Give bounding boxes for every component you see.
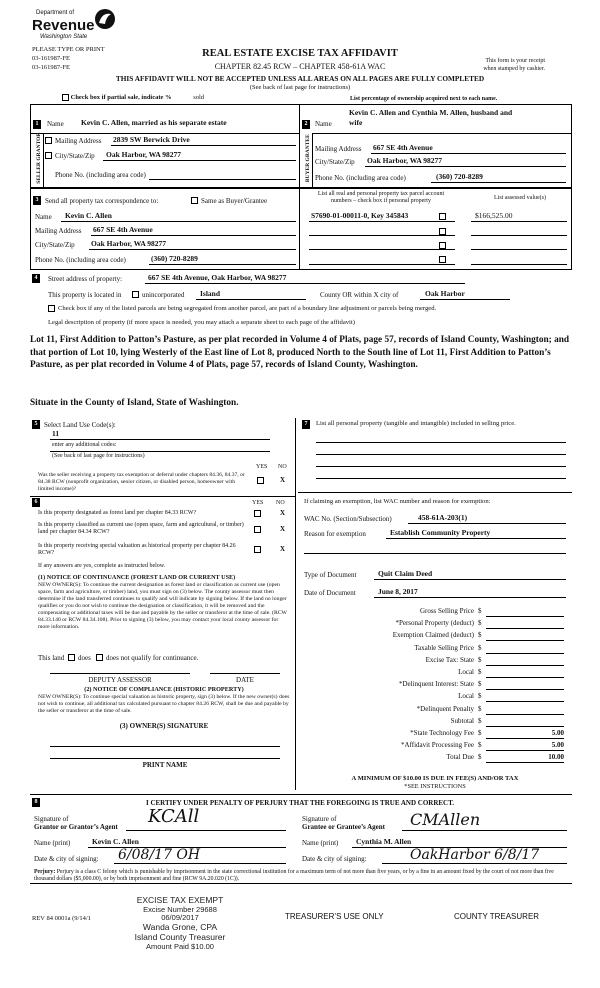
land-use-see: (See back of last page for instructions) — [52, 453, 145, 459]
agency-dept: Department of — [36, 10, 75, 16]
excise-stamp — [110, 896, 250, 951]
buyer-city-label: City/State/Zip — [315, 158, 355, 166]
fee-dollar-sign: $ — [478, 729, 482, 737]
revenue-logo-icon — [94, 8, 116, 30]
fee-label: *Personal Property (deduct) — [395, 619, 474, 628]
stamp-treasurer-name: Wanda Grone, CPA — [142, 922, 218, 933]
section-5-number: 5 — [32, 420, 40, 429]
fee-dollar-sign: $ — [478, 716, 482, 725]
receipt-note-1: This form is your receipt — [485, 58, 545, 64]
partial-sale-label: Check box if partial sale, indicate % — [70, 94, 172, 101]
segregate-label: Check box if any of the listed parcels are being segregated from another parcel, are part of a boundary line adjustment or parcels being merged. — [58, 305, 437, 312]
section-7-number: 7 — [302, 420, 310, 429]
seller-name-label: Name — [47, 120, 64, 128]
fee-dollar-sign: $ — [478, 680, 482, 689]
city-value[interactable]: Oak Harbor — [425, 289, 465, 298]
fee-label: *Affidavit Processing Fee — [401, 741, 474, 750]
corr-phone[interactable]: (360) 720-8289 — [151, 254, 198, 263]
section-1-number: 1 — [33, 120, 41, 129]
seller-side-label: SELLER GRANTOR — [35, 132, 42, 184]
fee-value[interactable] — [486, 619, 564, 629]
buyer-address[interactable]: 667 SE 4th Avenue — [373, 143, 433, 152]
same-as-buyer-label: Same as Buyer/Grantee — [201, 197, 268, 205]
section-2-number: 2 — [302, 120, 310, 129]
situate-text: Situate in the County of Island, State of Washington. — [30, 398, 239, 408]
fee-dollar-sign: $ — [478, 668, 482, 676]
fee-dollar-sign: $ — [478, 655, 482, 664]
fee-value[interactable] — [486, 631, 564, 641]
form-chapter: CHAPTER 82.45 RCW – CHAPTER 458-61A WAC — [214, 62, 386, 71]
forest-yes-checkbox[interactable] — [254, 510, 261, 517]
form-code-2: 03-161987-FE — [32, 64, 70, 71]
additional-codes-label: enter any additional codes: — [52, 442, 117, 448]
seller-addr-checkbox[interactable] — [45, 137, 52, 144]
grantee-name[interactable]: Cynthia M. Allen — [356, 837, 412, 846]
parcel-number[interactable]: S7690-01-00011-0, Key 345843 — [311, 211, 409, 220]
street-label: Street address of property: — [48, 275, 123, 283]
assessed-header: List assessed value(s) — [494, 195, 546, 201]
seller-city-checkbox[interactable] — [45, 152, 52, 159]
please-type: PLEASE TYPE OR PRINT — [32, 46, 105, 53]
form-instructions: (See back of last page for instructions) — [249, 84, 351, 91]
stamp-exempt: EXCISE TAX EXEMPT — [136, 895, 224, 905]
corr-address[interactable]: 667 SE 4th Avenue — [93, 225, 153, 234]
fee-value[interactable] — [486, 705, 564, 715]
corr-city-label: City/State/Zip — [35, 241, 75, 249]
sec5-no-header: NO — [278, 464, 287, 470]
agency-name: Revenue — [32, 17, 95, 34]
fee-row — [298, 728, 572, 740]
fee-dollar-sign: $ — [478, 704, 482, 713]
fee-table — [298, 606, 572, 766]
form-code-1: 03-161987-FE — [32, 55, 70, 62]
buyer-phone[interactable]: (360) 720-8289 — [436, 172, 483, 181]
partial-sale-sold: sold — [193, 94, 205, 101]
stamp-date: 06/09/2017 — [161, 913, 199, 923]
fee-dollar-sign: $ — [478, 631, 482, 640]
same-as-buyer-checkbox[interactable] — [191, 197, 198, 204]
does-label: does — [78, 654, 91, 662]
notice-1-title: (1) NOTICE OF CONTINUANCE (FOREST LAND OR CURRENT USE) — [38, 574, 236, 581]
sec6-yes-header: YES — [252, 500, 264, 506]
partial-sale-checkbox[interactable] — [62, 94, 69, 101]
seller-city-label: City/State/Zip — [55, 152, 95, 160]
fee-value[interactable]: 5.00 — [486, 741, 564, 751]
wac-label: WAC No. (Section/Subsection) — [304, 515, 392, 523]
seller-address[interactable]: 2839 SW Berwick Drive — [113, 135, 190, 144]
stamp-excise-number: Excise Number 29688 — [143, 904, 217, 914]
seller-name[interactable]: Kevin C. Allen, married as his separate estate — [81, 118, 227, 127]
fee-dollar-sign: $ — [478, 692, 482, 701]
sec5-yes-checkbox[interactable] — [257, 477, 264, 484]
fee-row — [298, 752, 572, 764]
fee-value[interactable]: 10.00 — [486, 753, 564, 763]
parcel-personal-checkbox-1[interactable] — [439, 213, 446, 220]
fee-row — [298, 655, 572, 667]
segregate-checkbox[interactable] — [48, 305, 55, 312]
fee-value[interactable] — [486, 644, 564, 654]
doc-type-label: Type of Document — [304, 571, 357, 579]
sec5-answer[interactable]: X — [280, 476, 286, 484]
fee-dollar-sign: $ — [478, 753, 482, 762]
fee-row — [298, 643, 572, 655]
grantee-date-label: Date & city of signing: — [302, 855, 367, 863]
notice-1-text: NEW OWNER(S): To continue the current designation as forest land or classification as current use (open space, farm and agriculture, or timber) land, you must sign on (3) below. The county assessor must then determine if the land transferred continues to qualify and will indicate by signing below. If the land no longer qualifies or you do not wish to continue the designation or classification, it will be removed and the compensating or additional taxes will be due and payable by the seller or transferor at the time of sale. (RCW 84.33.140 or RCW 84.34.108). Prior to signing (3) below, you may contact your local county assessor for more information. — [38, 582, 287, 630]
seller-buyer-box — [30, 104, 572, 188]
print-name-label: PRINT NAME — [142, 761, 188, 769]
reason-value[interactable]: Establish Community Property — [390, 528, 491, 537]
see-instructions-note: *SEE INSTRUCTIONS — [404, 783, 466, 790]
reason-label: Reason for exemption — [304, 530, 366, 538]
parcel-personal-checkbox-2[interactable] — [439, 228, 446, 235]
assessor-date-label: DATE — [236, 676, 254, 684]
section-3-box — [30, 188, 572, 270]
does-checkbox[interactable] — [68, 654, 75, 661]
ownership-note: List percentage of ownership acquired next to each name. — [350, 96, 498, 102]
notice-2-text: NEW OWNER(S): To continue special valuation as historic property, sign (3) below. If the new owner(s) does not wish to continue, all additional tax calculated pursuant to chapter 84.26 RCW, shall be due and payable by the seller or transferor at the time of sale. — [38, 694, 290, 714]
perjury-bold: Perjury: — [34, 869, 56, 875]
section-8 — [30, 794, 572, 884]
legal-desc-label: Legal description of property (if more space is needed, you may attach a separate sheet to each page of the affidavit) — [48, 319, 355, 326]
grantor-signature[interactable]: KCAll — [148, 806, 200, 827]
unincorporated-label: unincorporated — [142, 291, 185, 299]
owner-signature-label: (3) OWNER(S) SIGNATURE — [119, 722, 209, 730]
fee-row — [298, 691, 572, 703]
buyer-name-line2[interactable]: wife — [349, 118, 363, 127]
grantor-date-label: Date & city of signing: — [34, 855, 99, 863]
buyer-address-label: Mailing Address — [315, 145, 362, 153]
county-value[interactable]: Island — [200, 289, 221, 298]
fee-dollar-sign: $ — [478, 619, 482, 628]
historical-question: Is this property receiving special valuation as historical property per chapter 84.26 RCW? — [38, 543, 236, 557]
grantee-name-label: Name (print) — [302, 839, 339, 847]
fee-value[interactable]: 5.00 — [486, 729, 564, 739]
parcel-header — [301, 191, 461, 205]
buyer-side-label: BUYER GRANTEE — [304, 134, 311, 183]
buyer-name-label: Name — [315, 120, 332, 128]
treasurer-use-label: TREASURER’S USE ONLY — [285, 912, 384, 921]
fee-label: Taxable Selling Price — [414, 643, 474, 652]
agency-logo — [32, 8, 122, 48]
section-3-number: 3 — [33, 196, 41, 205]
fee-dollar-sign: $ — [478, 643, 482, 652]
stamp-amount: Amount Paid $10.00 — [146, 941, 214, 951]
fee-row — [298, 740, 572, 752]
seller-address-label: Mailing Address — [55, 137, 102, 145]
sec5-yes-header: YES — [256, 464, 268, 470]
wac-number[interactable]: 458-61A-203(1) — [418, 513, 468, 522]
deputy-assessor-label: DEPUTY ASSESSOR — [88, 676, 152, 684]
land-use-code[interactable]: 11 — [52, 429, 60, 438]
fee-dollar-sign: $ — [478, 741, 482, 750]
fee-label: Gross Selling Price — [419, 607, 474, 615]
form-warning: THIS AFFIDAVIT WILL NOT BE ACCEPTED UNLESS ALL AREAS ON ALL PAGES ARE FULLY COMPLETED — [115, 74, 485, 83]
fee-label: Subtotal — [450, 716, 474, 725]
fee-row — [298, 716, 572, 728]
parcel-header-line1: List all real and personal property tax parcel account — [317, 191, 445, 197]
grantee-signature[interactable]: CMAllen — [410, 810, 481, 829]
fee-value[interactable] — [486, 656, 564, 666]
fee-row — [298, 679, 572, 691]
section-4-box — [30, 273, 572, 331]
fee-label: Exemption Claimed (deduct) — [392, 631, 474, 640]
fee-label: *Delinquent Interest: State — [398, 680, 474, 689]
fee-label: Local — [458, 668, 474, 676]
stamp-treasurer-title: Island County Treasurer — [134, 931, 226, 942]
historical-answer[interactable]: X — [280, 545, 286, 553]
this-land-label: This land — [38, 654, 65, 662]
grantor-name-label: Name (print) — [34, 839, 71, 847]
section-6-number: 6 — [32, 498, 40, 507]
grantee-date-city[interactable]: OakHarbor 6/8/17 — [410, 847, 540, 863]
buyer-phone-label: Phone No. (including area code) — [315, 174, 406, 182]
section-8-number: 8 — [32, 798, 40, 807]
does-not-label: does not qualify for continuance. — [106, 654, 199, 662]
fee-row — [298, 618, 572, 630]
fee-label: Local — [458, 692, 474, 701]
unincorporated-checkbox[interactable] — [132, 291, 139, 298]
doc-date-label: Date of Document — [304, 589, 356, 597]
parcel-personal-checkbox-3[interactable] — [439, 242, 446, 249]
personal-property-label: List all personal property (tangible and intangible) included in selling price. — [316, 420, 516, 427]
section-4-number: 4 — [32, 274, 40, 283]
fee-label: *Delinquent Penalty — [416, 704, 474, 713]
historical-yes-checkbox[interactable] — [254, 546, 261, 553]
grantee-sig-label-1: Signature of — [302, 815, 337, 823]
buyer-city[interactable]: Oak Harbor, WA 98277 — [367, 156, 443, 165]
fee-row — [298, 630, 572, 642]
perjury-text: Perjury is a class C felony which is punishable by imprisonment in the state correctional institution for a maximum term of not more than five years, or by a fine in an amount fixed by the court of not more than five thousand dollars ($5,000.00), or by both imprisonment and fine (RCW 9A.20.020 (1C)). — [34, 869, 554, 882]
form-revision: REV 84 0001a (9/14/1 — [32, 915, 91, 922]
right-column — [298, 418, 572, 790]
form-title: REAL ESTATE EXCISE TAX AFFIDAVIT — [202, 48, 398, 59]
certify-statement: I CERTIFY UNDER PENALTY OF PERJURY THAT THE FOREGOING IS TRUE AND CORRECT. — [145, 799, 454, 807]
does-not-checkbox[interactable] — [96, 654, 103, 661]
doc-type[interactable]: Quit Claim Deed — [378, 569, 433, 578]
seller-city[interactable]: Oak Harbor, WA 98277 — [106, 150, 182, 159]
left-column — [30, 418, 296, 790]
parcel-personal-checkbox-4[interactable] — [439, 256, 446, 263]
current-use-yes-checkbox[interactable] — [254, 526, 261, 533]
exemption-question: Was the seller receiving a property tax exemption or deferral under chapters 84.36, 84.37, or 84.38 RCW (nonprofit organization, senior citizen, or disabled person, homeowner with limited income)? — [38, 472, 245, 492]
receipt-note-2: when stamped by cashier. — [483, 66, 545, 72]
fee-label: Excise Tax: State — [425, 655, 474, 664]
fee-label: *State Technology Fee — [410, 729, 474, 737]
fee-value[interactable] — [486, 668, 564, 678]
buyer-name-line1[interactable]: Kevin C. Allen and Cynthia M. Allen, husband and — [349, 108, 513, 117]
grantor-date-city[interactable]: 6/08/17 OH — [118, 847, 201, 863]
current-use-question: Is this property classified as current use (open space, farm and agricultural, or timber) land per chapter 84.34 RCW? — [38, 522, 244, 536]
county-label: County OR within X city of — [320, 291, 399, 299]
fee-label: Total Due — [446, 753, 474, 762]
doc-date[interactable]: June 8, 2017 — [378, 587, 418, 596]
corr-address-label: Mailing Address — [35, 227, 82, 235]
corr-phone-label: Phone No. (including area code) — [35, 256, 126, 264]
fee-row — [298, 606, 572, 618]
corr-name-label: Name — [35, 213, 52, 221]
sec6-no-header: NO — [276, 500, 285, 506]
if-yes-note: If any answers are yes, complete as instructed below. — [38, 563, 166, 569]
seller-phone-label: Phone No. (including area code) — [55, 171, 146, 179]
corr-name[interactable]: Kevin C. Allen — [65, 211, 112, 220]
fee-value[interactable] — [486, 680, 564, 690]
fee-row — [298, 704, 572, 716]
exemption-claim-label: If claiming an exemption, list WAC number and reason for exemption: — [304, 498, 491, 505]
assessed-value[interactable]: $166,525.00 — [475, 211, 513, 220]
fee-value[interactable] — [486, 692, 564, 702]
grantor-sig-label-1: Signature of — [34, 815, 69, 823]
notice-2-title: (2) NOTICE OF COMPLIANCE (HISTORIC PROPERTY) — [84, 686, 244, 693]
agency-state: Washington State — [40, 34, 88, 40]
section-3-label: Send all property tax correspondence to: — [45, 197, 159, 205]
parcel-header-line2: numbers – check box if personal property — [331, 197, 431, 204]
grantor-sig-label-2: Grantor or Grantor’s Agent — [34, 823, 118, 831]
corr-city[interactable]: Oak Harbor, WA 98277 — [91, 239, 167, 248]
forest-question: Is this property designated as forest land per chapter 84.33 RCW? — [38, 510, 197, 516]
fee-row — [298, 667, 572, 679]
grantor-name[interactable]: Kevin C. Allen — [92, 837, 139, 846]
fee-value[interactable] — [486, 607, 564, 617]
located-label: This property is located in — [48, 291, 122, 299]
fee-dollar-sign: $ — [478, 607, 482, 615]
current-use-answer[interactable]: X — [280, 525, 286, 533]
legal-description: Lot 11, First Addition to Patton’s Pasture, as per plat recorded in Volume 4 of Plats, page 57, records of Island County, Washington; and that portion of Lot 10, lying Westerly of the East line of Lot 8, produced North to the South line of Lot 11, First Addition to Patton’s Pasture, as per plat recorded in Volume 4 of Plats, page 57, records of Island County, Washington. — [30, 335, 570, 371]
minimum-due-note: A MINIMUM OF $10.00 IS DUE IN FEE(S) AND/OR TAX — [351, 775, 519, 782]
grantee-sig-label-2: Grantee or Grantee’s Agent — [302, 823, 386, 831]
forest-answer[interactable]: X — [280, 509, 286, 517]
street-address[interactable]: 667 SE 4th Avenue, Oak Harbor, WA 98277 — [148, 273, 287, 282]
land-use-label: Select Land Use Code(s): — [44, 421, 116, 429]
perjury-notice — [34, 869, 570, 883]
fee-value[interactable] — [486, 717, 564, 727]
county-treasurer-label: COUNTY TREASURER — [454, 912, 540, 921]
